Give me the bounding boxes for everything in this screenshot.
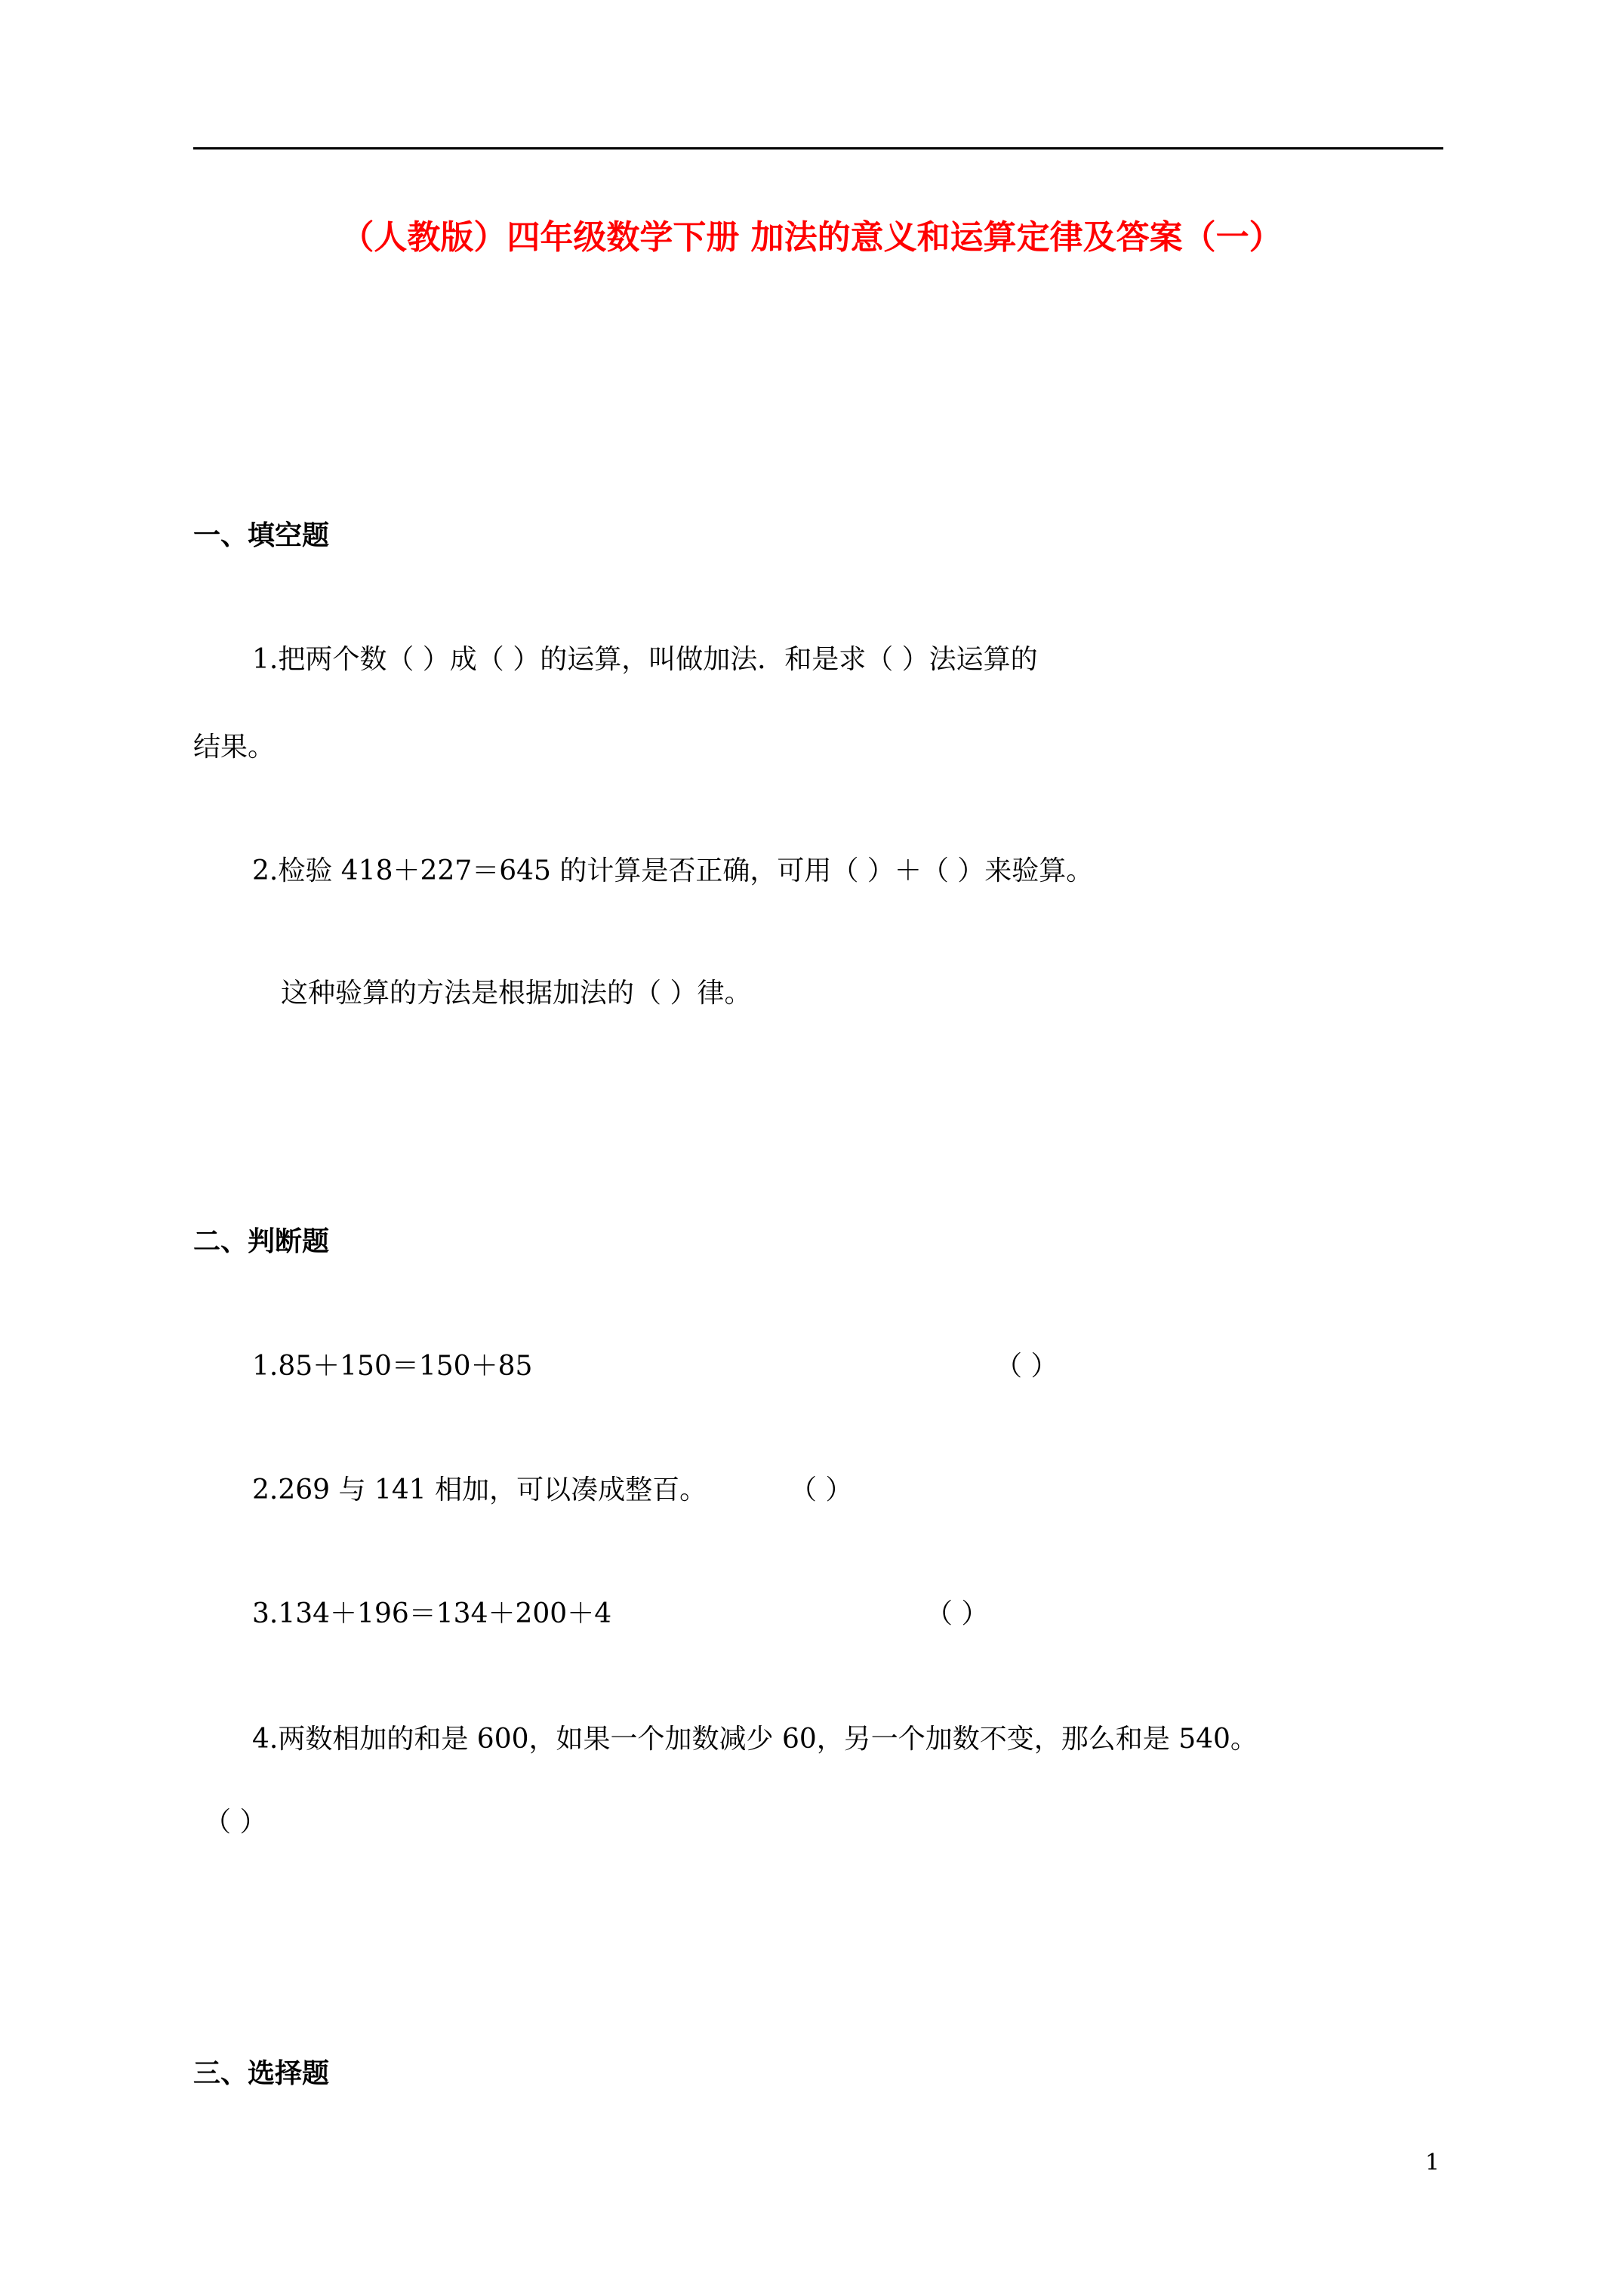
fill-blank-question-1: 1.把两个数（ ）成（ ）的运算，叫做加法．和是求（ ）法运算的 bbox=[252, 644, 1038, 675]
true-false-question-2: 2.269 与 141 相加，可以凑成整百。 bbox=[252, 1475, 707, 1505]
true-false-question-3: 3.134＋196＝134＋200＋4 bbox=[252, 1598, 612, 1629]
section-heading-multiple-choice: 三、选择题 bbox=[193, 2057, 330, 2089]
fill-blank-question-2: 2.检验 418＋227＝645 的计算是否正确，可用（ ）＋（ ）来验算。 bbox=[252, 855, 1094, 886]
page-number: 1 bbox=[1425, 2150, 1440, 2176]
fill-blank-question-1-continued: 结果。 bbox=[193, 732, 276, 763]
true-false-answer-blank-2: （ ） bbox=[790, 1475, 853, 1505]
header-rule bbox=[193, 147, 1443, 149]
section-heading-fill-blank: 一、填空题 bbox=[193, 519, 330, 551]
document-title: （人教版）四年级数学下册 加法的意义和运算定律及答案（一） bbox=[340, 218, 1283, 257]
section-heading-true-false: 二、判断题 bbox=[193, 1225, 330, 1257]
fill-blank-question-2-continued: 这种验算的方法是根据加法的（ ）律。 bbox=[281, 978, 752, 1009]
true-false-answer-blank-1: （ ） bbox=[995, 1351, 1058, 1382]
true-false-answer-blank-4: （ ） bbox=[204, 1807, 267, 1838]
true-false-answer-blank-3: （ ） bbox=[925, 1598, 989, 1629]
true-false-question-4: 4.两数相加的和是 600，如果一个加数减少 60，另一个加数不变，那么和是 540。 bbox=[252, 1724, 1258, 1755]
true-false-question-1: 1.85＋150＝150＋85 bbox=[252, 1351, 533, 1382]
